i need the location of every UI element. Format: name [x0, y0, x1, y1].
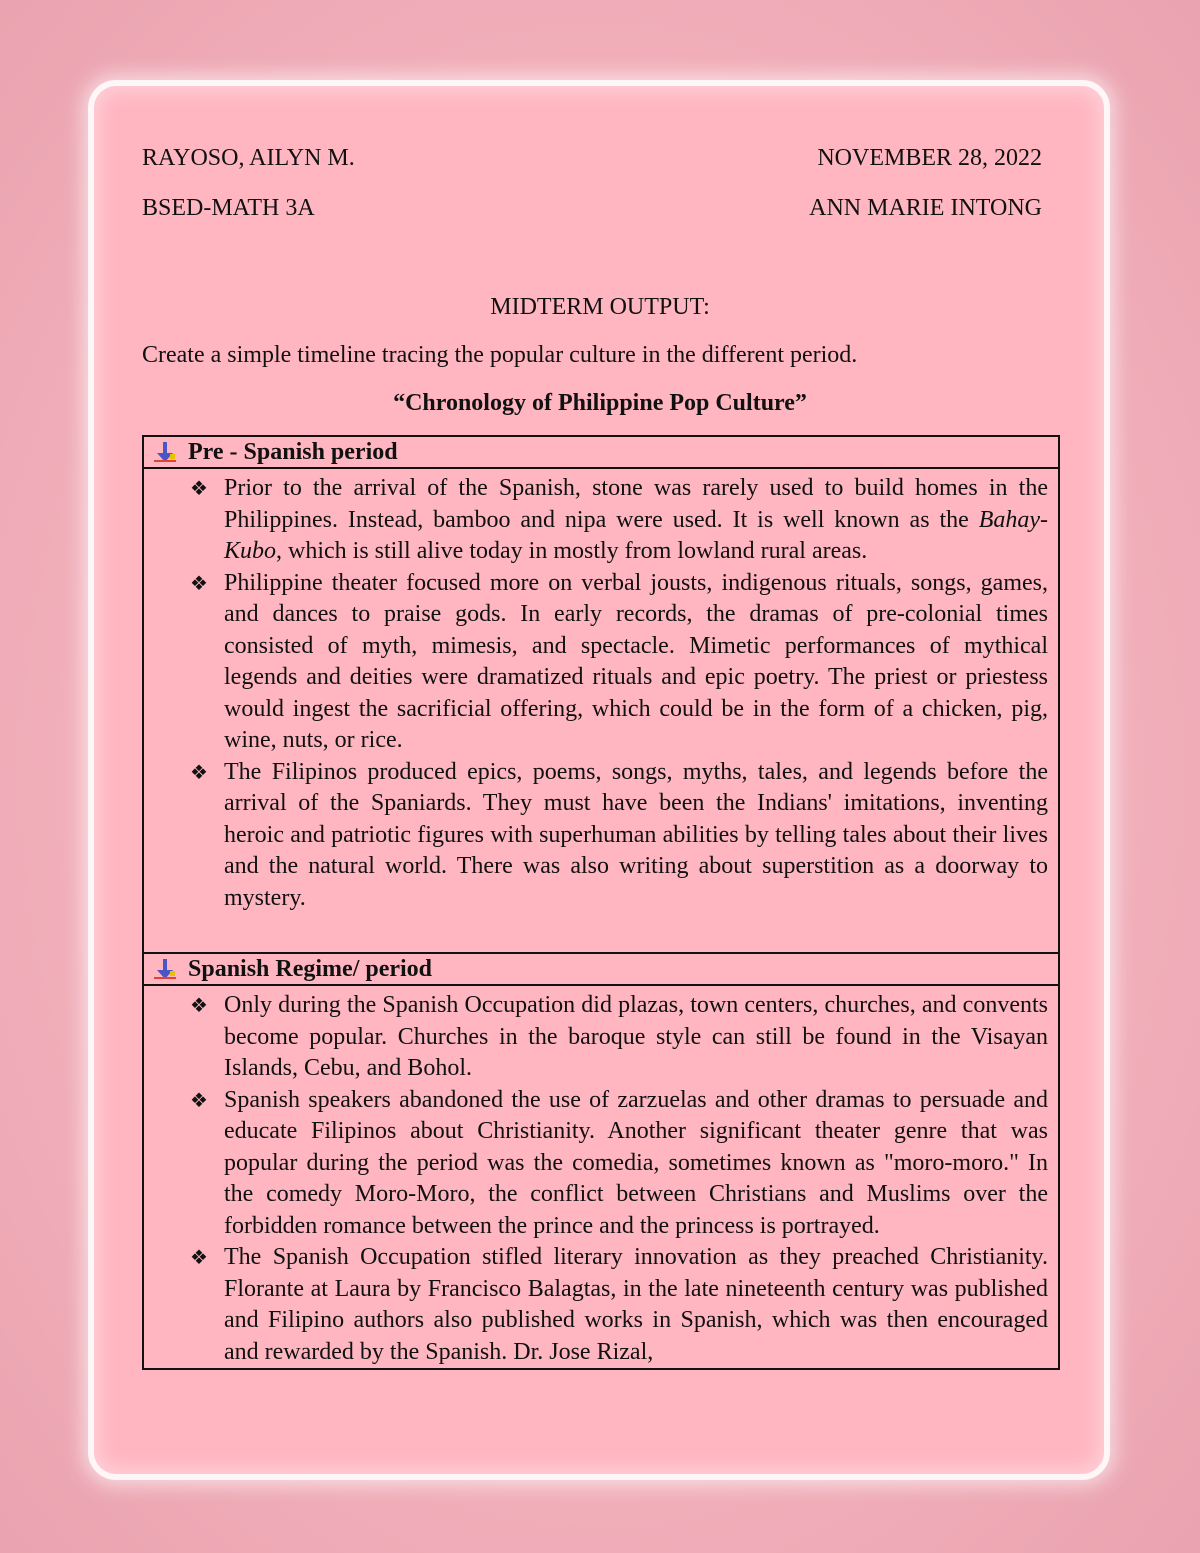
list-item: ❖ The Spanish Occupation stifled literary innovation as they preached Christianity. Florante at Laura by Francisco Balagtas, in the late nineteenth century was published and Filipino authors also published works in Spanish, which was then encouraged and rewarded by the Spanish. Dr. Jose Rizal, [190, 1244, 1048, 1365]
four-diamond-bullet-icon: ❖ [190, 1087, 208, 1112]
timeline-table [142, 435, 1060, 1370]
submission-date: NOVEMBER 28, 2022 [817, 145, 1042, 171]
four-diamond-bullet-icon: ❖ [190, 476, 208, 500]
list-item: ❖ Only during the Spanish Occupation did plazas, town centers, churches, and convents become popular. Churches in the baroque style can still be found in the Visayan Islands, Cebu, and Bohol. [190, 992, 1048, 1081]
document-title: “Chronology of Philippine Pop Culture” [393, 390, 807, 416]
section-body-spanish-regime [144, 986, 1058, 1368]
list-item: ❖ Prior to the arrival of the Spanish, stone was rarely used to build homes in the Philippines. Instead, bamboo and nipa were used. It is well known as the Bahay-Kubo, which is still alive today in mostly from lowland rural areas. [190, 475, 1048, 564]
list-item: ❖ Philippine theater focused more on verbal jousts, indigenous rituals, songs, games, and dances to praise gods. In early records, the dramas of pre-colonial times consisted of myth, mimesis, and spectacle. Mimetic performances of mythical legends and deities were dramatized rituals and epic poetry. The priest or priestess would ingest the sacrificial offering, which could be in the form of a chicken, pig, wine, nuts, or rice. [190, 569, 1048, 753]
section-heading-spanish-regime [144, 954, 1058, 986]
four-diamond-bullet-icon: ❖ [190, 759, 208, 784]
four-diamond-bullet-icon: ❖ [190, 570, 208, 595]
section-heading-pre-spanish [144, 437, 1058, 469]
arrow-down-bullet-icon [154, 957, 176, 981]
section-heading-text: Spanish Regime/ period [188, 956, 433, 982]
four-diamond-bullet-icon: ❖ [190, 993, 208, 1017]
emphasis-text: Bahay-Kubo [224, 506, 1048, 564]
instructor-name: ANN MARIE INTONG [809, 195, 1042, 221]
section-body-pre-spanish [144, 469, 1058, 954]
list-item: ❖ The Filipinos produced epics, poems, songs, myths, tales, and legends before the arrival of the Spaniards. They must have been the Indians' imitations, inventing heroic and patriotic figures with superhuman abilities by telling tales about their lives and the natural world. There was also writing about superstition as a doorway to mystery. [190, 758, 1048, 911]
section-heading-text: Pre - Spanish period [188, 439, 398, 465]
course-section: BSED-MATH 3A [142, 195, 315, 221]
list-item: ❖ Spanish speakers abandoned the use of zarzuelas and other dramas to persuade and educate Filipinos about Christianity. Another significant theater genre that was popular during the period was the comedia, sometimes known as "moro-moro." In the comedy Moro-Moro, the conflict between Christians and Muslims over the forbidden romance between the prince and the princess is portrayed. [190, 1086, 1048, 1239]
four-diamond-bullet-icon: ❖ [190, 1245, 208, 1269]
assignment-label: MIDTERM OUTPUT: [490, 294, 710, 320]
student-name: RAYOSO, AILYN M. [142, 145, 355, 171]
assignment-instruction: Create a simple timeline tracing the popular culture in the different period. [142, 342, 858, 368]
arrow-down-bullet-icon [154, 440, 176, 464]
